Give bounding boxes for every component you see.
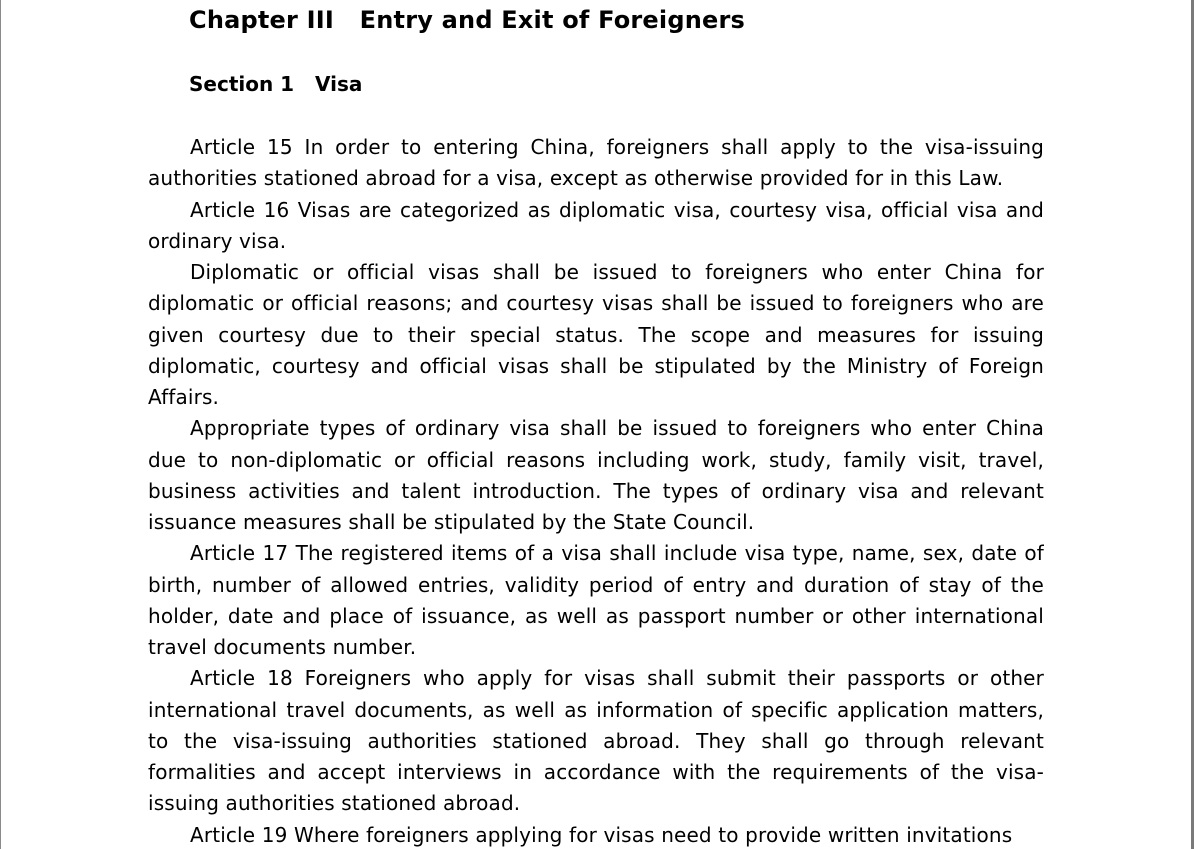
chapter-title: Chapter III Entry and Exit of Foreigners [189, 6, 746, 34]
paragraph-article-18: Article 18 Foreigners who apply for visas shall submit their passports or other international travel documents, as well as information of specific application matters, to the visa-issuing authorities stationed abroad. They shall go through relevant formalities and accept interviews in accordance with the requirements of the visa-issuing authorities stationed abroad. [148, 666, 1044, 816]
paragraph-diplomatic-visas: Diplomatic or official visas shall be issued to foreigners who enter China for diplomatic or official reasons; and courtesy visas shall be issued to foreigners who are given courtesy due to their special status. The scope and measures for issuing diplomatic, courtesy and official visas shall be stipulated by the Ministry of Foreign Affairs. [148, 260, 1044, 409]
paragraph-article-15: Article 15 In order to entering China, foreigners shall apply to the visa-issuing authorities stationed abroad for a visa, except as otherwise provided for in this Law. [148, 135, 1044, 191]
paragraph-article-16: Article 16 Visas are categorized as diplomatic visa, courtesy visa, official visa and ordinary visa. [148, 197, 1044, 253]
paragraph-article-19: Article 19 Where foreigners applying for visas need to provide written invitations [190, 822, 1013, 847]
document-body [148, 132, 1044, 849]
window-border-left [0, 0, 1, 849]
paragraph-ordinary-visas: Appropriate types of ordinary visa shall be issued to foreigners who enter China due to non-diplomatic or official reasons including work, study, family visit, travel, business activities and talent introduction. The types of ordinary visa and relevant issuance measures shall be stipulated by the State Council. [148, 416, 1044, 534]
document-page [148, 0, 1044, 849]
section-title: Section 1 Visa [189, 72, 363, 96]
paragraph-article-17: Article 17 The registered items of a visa shall include visa type, name, sex, date of birth, number of allowed entries, validity period of entry and duration of stay of the holder, date and place of issuance, as well as passport number or other international travel documents number. [148, 541, 1044, 659]
